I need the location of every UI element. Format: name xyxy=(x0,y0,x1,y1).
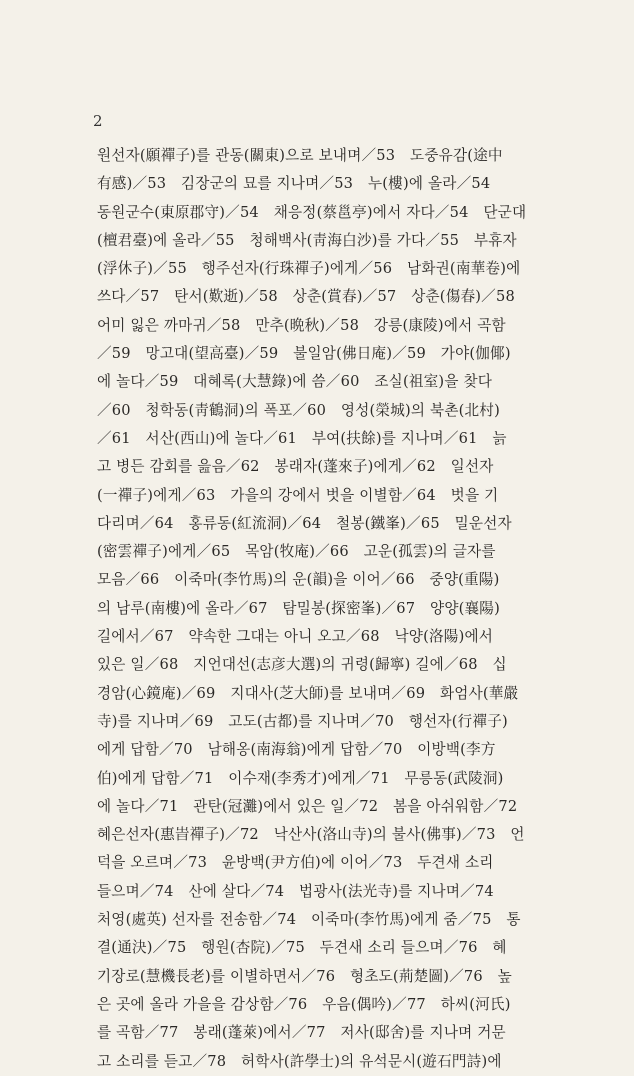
toc-line: (一禪子)에게／63 가을의 강에서 벗을 이별함／64 벗을 기 xyxy=(97,486,499,504)
toc-line: 에 놀다／71 관탄(冠灘)에서 있은 일／72 봄을 아쉬워함／72 xyxy=(97,797,518,815)
toc-line: ／61 서산(西山)에 놀다／61 부여(扶餘)를 지나며／61 늙 xyxy=(97,429,507,447)
toc-line: 결(通決)／75 행원(杏院)／75 두견새 소리 들으며／76 혜 xyxy=(97,939,507,957)
toc-line: 동원군수(東原郡守)／54 채응정(蔡邕亭)에서 자다／54 단군대 xyxy=(97,203,527,221)
toc-line: 처영(處英) 선자를 전송함／74 이죽마(李竹馬)에게 줌／75 통 xyxy=(97,911,521,929)
toc-list xyxy=(97,142,537,1076)
toc-line: 고 소리를 듣고／78 허학사(許學士)의 유석문시(遊石門詩)에 xyxy=(97,1052,502,1070)
toc-line: (密雲禪子)에게／65 목암(牧庵)／66 고운(孤雲)의 글자를 xyxy=(97,543,496,561)
toc-line: 쓰다／57 탄서(歎逝)／58 상춘(賞春)／57 상춘(傷春)／58 xyxy=(97,288,515,306)
toc-line: 덕을 오르며／73 윤방백(尹方伯)에 이어／73 두견새 소리 xyxy=(97,854,494,872)
toc-line: (浮休子)／55 행주선자(行珠禪子)에게／56 남화권(南華卷)에 xyxy=(97,260,521,278)
toc-line: 에게 답함／70 남해옹(南海翁)에게 답함／70 이방백(李方 xyxy=(97,741,496,759)
toc-line: 伯)에게 답함／71 이수재(李秀才)에게／71 무릉동(武陵洞) xyxy=(97,769,504,787)
toc-line: 어미 잃은 까마귀／58 만추(晩秋)／58 강릉(康陵)에서 곡함 xyxy=(97,316,506,334)
toc-line: 혜은선자(惠旹禪子)／72 낙산사(洛山寺)의 불사(佛事)／73 언 xyxy=(97,826,525,844)
toc-line: 有感)／53 김장군의 묘를 지나며／53 누(樓)에 올라／54 xyxy=(97,175,491,193)
toc-line: 를 곡함／77 봉래(蓬萊)에서／77 저사(邸舍)를 지나며 거문 xyxy=(97,1024,506,1042)
toc-line: 의 남루(南樓)에 올라／67 탐밀봉(探密峯)／67 양양(襄陽) xyxy=(97,599,500,617)
toc-line: 다리며／64 홍류동(紅流洞)／64 철봉(鐵峯)／65 밀운선자 xyxy=(97,514,512,532)
toc-line: 기장로(慧機長老)를 이별하면서／76 형초도(荊楚圖)／76 높 xyxy=(97,967,512,985)
toc-line: 고 병든 감회를 읊음／62 봉래자(蓬來子)에게／62 일선자 xyxy=(97,458,494,476)
toc-line: 은 곳에 올라 가을을 감상함／76 우음(偶吟)／77 하씨(河氏) xyxy=(97,995,511,1013)
page-number: 2 xyxy=(93,112,103,130)
toc-line: 에 놀다／59 대혜록(大慧錄)에 씀／60 조실(祖室)을 찾다 xyxy=(97,373,493,391)
toc-line: 모음／66 이죽마(李竹馬)의 운(韻)을 이어／66 중양(重陽) xyxy=(97,571,500,589)
toc-line: 있은 일／68 지언대선(志彦大選)의 귀령(歸寧) 길에／68 십 xyxy=(97,656,507,674)
toc-line: 寺)를 지나며／69 고도(古都)를 지나며／70 행선자(行禪子) xyxy=(97,712,508,730)
toc-line: 원선자(願禪子)를 관동(關東)으로 보내며／53 도중유감(途中 xyxy=(97,147,503,164)
toc-line: ／59 망고대(望高臺)／59 불일암(佛日庵)／59 가야(伽倻) xyxy=(97,345,511,363)
toc-line: ／60 청학동(靑鶴洞)의 폭포／60 영성(榮城)의 북촌(北村) xyxy=(97,401,500,419)
toc-line: 들으며／74 산에 살다／74 법광사(法光寺)를 지나며／74 xyxy=(97,882,494,900)
toc-line: 경암(心鏡庵)／69 지대사(芝大師)를 보내며／69 화엄사(華嚴 xyxy=(97,684,519,702)
toc-line: 길에서／67 약속한 그대는 아니 오고／68 낙양(洛陽)에서 xyxy=(97,628,494,646)
toc-line: (檀君臺)에 올라／55 청해백사(靑海白沙)를 가다／55 부휴자 xyxy=(97,231,517,249)
